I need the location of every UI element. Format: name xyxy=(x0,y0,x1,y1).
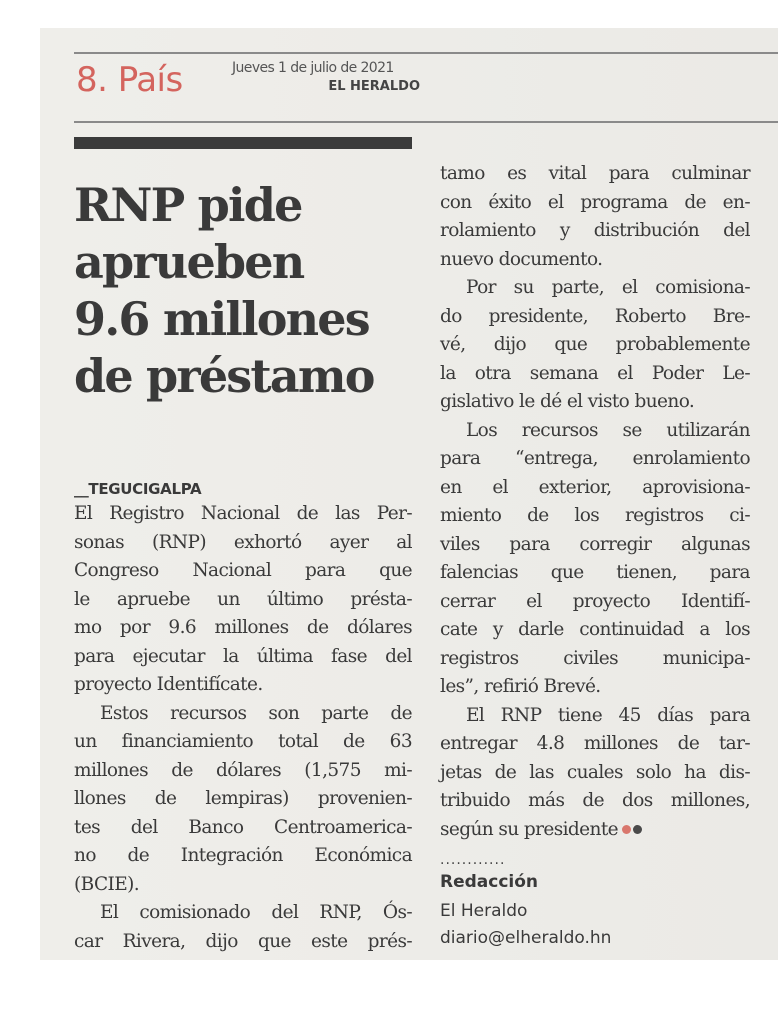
text-line: Congreso Nacional para que xyxy=(74,560,412,581)
text-line: jetas de las cuales solo ha dis- xyxy=(440,761,750,783)
text-line: cerrar el proyecto Identifí- xyxy=(440,590,750,612)
headline-line: aprueben xyxy=(74,235,304,289)
text-line: proyecto Identifícate. xyxy=(74,674,263,695)
newspaper-name: EL HERALDO xyxy=(328,79,420,94)
text-line: miento de los registros ci- xyxy=(440,505,750,526)
text-line: con éxito el programa de en- xyxy=(440,191,750,213)
article-column-left xyxy=(74,500,412,956)
headline-line: de préstamo xyxy=(74,349,374,403)
text-line: para “entrega, enrolamiento xyxy=(440,448,750,469)
end-mark-icon xyxy=(633,825,642,834)
text-line: les”, refirió Brevé. xyxy=(440,676,601,697)
headline-line: 9.6 millones xyxy=(74,292,369,346)
text-line: entregar 4.8 millones de tar- xyxy=(440,733,750,754)
text-line: El comisionado del RNP, Ós- xyxy=(100,902,412,923)
text-line: viles para corregir algunas xyxy=(440,533,750,555)
byline-organization: El Heraldo xyxy=(440,901,528,921)
text-line: la otra semana el Poder Le- xyxy=(440,362,750,384)
issue-date: Jueves 1 de julio de 2021 xyxy=(232,60,394,76)
text-line: Los recursos se utilizarán xyxy=(466,419,750,441)
byline-email-link[interactable]: diario@elheraldo.hn xyxy=(440,928,612,948)
header-top-rule xyxy=(74,52,778,54)
text-line: registros civiles municipa- xyxy=(440,647,750,669)
text-line-last xyxy=(440,816,750,845)
text-line: en el exterior, aprovisiona- xyxy=(440,476,750,498)
text-line: El RNP tiene 45 días para xyxy=(466,704,750,726)
end-mark-icon xyxy=(622,825,631,834)
article-column-right xyxy=(440,160,750,844)
text-line: sonas (RNP) exhortó ayer al xyxy=(74,531,412,553)
text-line: tamo es vital para culminar xyxy=(440,163,750,184)
dateline-city: __TEGUCIGALPA xyxy=(74,480,202,498)
text-line: no de Integración Económica xyxy=(74,845,412,866)
text-line: un financiamiento total de 63 xyxy=(74,731,412,752)
section-title: 8. País xyxy=(76,60,183,100)
text-line: para ejecutar la última fase del xyxy=(74,645,412,667)
text-line: llones de lempiras) provenien- xyxy=(74,788,412,809)
byline-separator: ............ xyxy=(440,852,506,868)
text-line: vé, dijo que probablemente xyxy=(440,334,750,355)
article-headline xyxy=(74,177,424,405)
text-line: falencias que tienen, para xyxy=(440,562,750,583)
text-line: (BCIE). xyxy=(74,873,140,895)
text-line-content: según su presidente xyxy=(440,818,619,840)
text-line: mo por 9.6 millones de dólares xyxy=(74,617,412,638)
text-line: rolamiento y distribución del xyxy=(440,220,750,241)
headline-bar xyxy=(74,137,412,149)
text-line: Por su parte, el comisiona- xyxy=(466,277,750,298)
text-line: gislativo le dé el visto bueno. xyxy=(440,391,695,412)
text-line: car Rivera, dijo que este prés- xyxy=(74,930,412,952)
text-line: cate y darle continuidad a los xyxy=(440,619,750,640)
headline-line: RNP pide xyxy=(74,178,302,232)
text-line: millones de dólares (1,575 mi- xyxy=(74,759,412,781)
text-line: El Registro Nacional de las Per- xyxy=(74,503,412,524)
byline-label: Redacción xyxy=(440,872,539,892)
text-line: tes del Banco Centroamerica- xyxy=(74,816,412,838)
text-line: nuevo documento. xyxy=(440,248,603,270)
text-line: le apruebe un último présta- xyxy=(74,588,412,610)
text-line: Estos recursos son parte de xyxy=(100,702,412,724)
text-line: tribuido más de dos millones, xyxy=(440,790,750,811)
text-line: do presidente, Roberto Bre- xyxy=(440,305,750,327)
header-bottom-rule xyxy=(74,121,778,123)
